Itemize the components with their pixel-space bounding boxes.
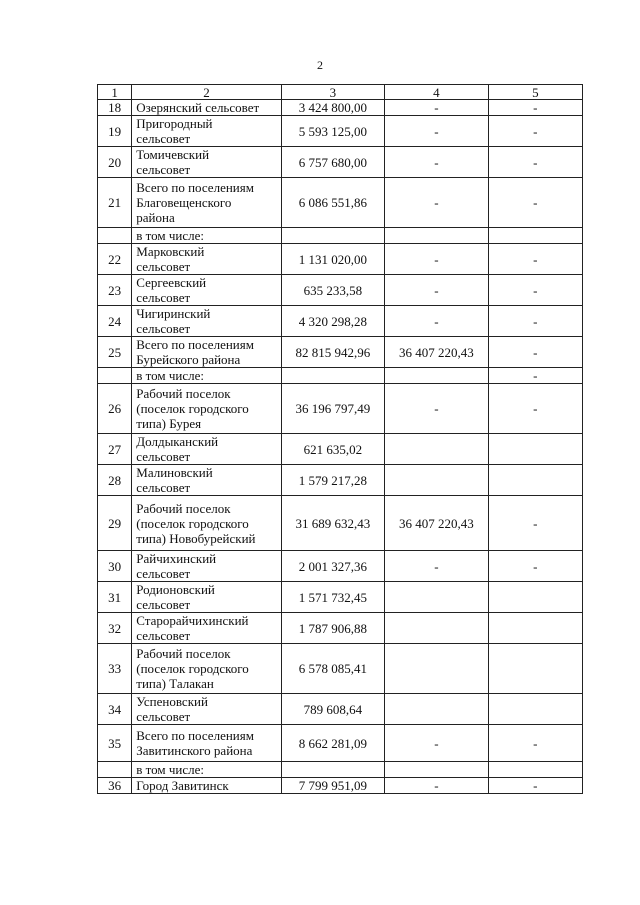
row-number-cell: [98, 368, 132, 384]
amount-col3-cell-text: 789 608,64: [303, 701, 363, 717]
settlement-name-cell-text: в том числе:: [136, 228, 205, 243]
table-row: [98, 116, 583, 147]
row-number-cell: [98, 275, 132, 306]
amount-col4-cell-text: -: [434, 251, 439, 267]
row-number-cell-text: 26: [108, 401, 122, 416]
amount-col5-cell: [488, 244, 582, 275]
table-body: [98, 100, 583, 794]
settlement-name-cell: [132, 228, 281, 244]
amount-col4-cell: [385, 116, 489, 147]
table-row: [98, 551, 583, 582]
settlement-name-cell-text: Успеновский сельсовет: [136, 694, 208, 724]
column-header-3: 3: [281, 85, 385, 100]
settlement-name-cell: [132, 694, 281, 725]
row-number-cell-text: 25: [108, 344, 122, 360]
settlement-name-cell: [132, 725, 281, 762]
settlement-name-cell: [132, 778, 281, 794]
row-number-cell-text: 30: [108, 558, 122, 574]
row-number-cell: [98, 725, 132, 762]
amount-col3-cell: [281, 384, 385, 434]
amount-col4-cell: [385, 337, 489, 368]
amount-col5-cell: [488, 434, 582, 465]
amount-col4-cell: [385, 434, 489, 465]
settlement-name-cell-text: Всего по поселениям Благовещенского района: [136, 180, 254, 225]
row-number-cell: [98, 228, 132, 244]
amount-col3-cell-text: 7 799 951,09: [298, 778, 367, 793]
amount-col4-cell: [385, 694, 489, 725]
table-row: [98, 368, 583, 384]
table-row: [98, 100, 583, 116]
table-row: [98, 275, 583, 306]
settlement-name-cell-text: Всего по поселениям Бурейского района: [136, 337, 254, 367]
amount-col5-cell: [488, 465, 582, 496]
amount-col3-cell-text: 36 196 797,49: [295, 401, 371, 416]
amount-col4-cell: [385, 147, 489, 178]
amount-col4-cell: [385, 644, 489, 694]
amount-col3-cell: [281, 496, 385, 551]
amount-col4-cell: [385, 582, 489, 613]
amount-col5-cell: [488, 275, 582, 306]
settlement-name-cell: [132, 551, 281, 582]
settlement-name-cell: [132, 762, 281, 778]
row-number-cell-text: 20: [108, 154, 122, 170]
amount-col5-cell: [488, 228, 582, 244]
amount-col3-cell-text: 5 593 125,00: [298, 123, 367, 139]
settlement-name-cell: [132, 644, 281, 694]
column-header-5: 5: [488, 85, 582, 100]
table-row: [98, 306, 583, 337]
row-number-cell-text: 36: [108, 778, 122, 793]
amount-col3-cell-text: 8 662 281,09: [298, 735, 367, 751]
table-row: [98, 178, 583, 228]
settlement-name-cell-text: Старорайчихинский сельсовет: [136, 613, 249, 643]
amount-col4-cell-text: 36 407 220,43: [399, 344, 474, 360]
amount-col4-cell: [385, 368, 489, 384]
settlement-name-cell-text: Долдыканский сельсовет: [136, 434, 219, 464]
amount-col5-cell: [488, 778, 582, 794]
settlement-name-cell-text: Малиновский сельсовет: [136, 465, 213, 495]
amount-col3-cell-text: 2 001 327,36: [298, 558, 367, 574]
settlement-name-cell: [132, 306, 281, 337]
settlement-name-cell-text: Рабочий поселок (поселок городского типа) Новобурейский: [136, 500, 256, 546]
column-header-1: 1: [98, 85, 132, 100]
row-number-cell: [98, 147, 132, 178]
row-number-cell: [98, 644, 132, 694]
row-number-cell: [98, 116, 132, 147]
amount-col4-cell: [385, 465, 489, 496]
table-row: [98, 778, 583, 794]
page-number: 2: [317, 58, 323, 72]
amount-col4-cell-text: -: [434, 313, 439, 329]
row-number-cell-text: 24: [108, 313, 122, 329]
row-number-cell-text: 31: [108, 589, 122, 605]
amount-col3-cell: [281, 368, 385, 384]
amount-col4-cell: [385, 384, 489, 434]
settlement-name-cell: [132, 337, 281, 368]
amount-col3-cell: [281, 116, 385, 147]
amount-col5-cell-text: -: [533, 282, 538, 298]
settlement-name-cell-text: Всего по поселениям Завитинского района: [136, 728, 254, 758]
settlement-name-cell-text: Озерянский сельсовет: [136, 100, 260, 115]
table-row: [98, 613, 583, 644]
table-row: [98, 434, 583, 465]
settlement-name-cell-text: Родионовский сельсовет: [136, 582, 215, 612]
amount-col4-cell-text: -: [434, 123, 439, 139]
column-header-4: 4: [385, 85, 489, 100]
amount-col5-cell-text: -: [533, 313, 538, 329]
amount-col3-cell: [281, 582, 385, 613]
table-row: [98, 147, 583, 178]
row-number-cell-text: 33: [108, 661, 122, 676]
amount-col5-cell: [488, 613, 582, 644]
amount-col3-cell: [281, 694, 385, 725]
amount-col3-cell: [281, 178, 385, 228]
amount-col5-cell: [488, 384, 582, 434]
row-number-cell: [98, 613, 132, 644]
settlement-name-cell: [132, 368, 281, 384]
table-row: [98, 244, 583, 275]
amount-col4-cell-text: -: [434, 195, 439, 210]
amount-col3-cell: [281, 275, 385, 306]
amount-col5-cell-text: -: [533, 100, 538, 115]
amount-col3-cell: [281, 244, 385, 275]
settlement-name-cell-text: в том числе:: [136, 762, 205, 777]
row-number-cell-text: 28: [108, 472, 122, 488]
settlement-name-cell: [132, 465, 281, 496]
amount-col4-cell-text: 36 407 220,43: [399, 515, 474, 531]
amount-col5-cell: [488, 147, 582, 178]
amount-col3-cell-text: 6 086 551,86: [298, 195, 367, 210]
settlement-name-cell-text: в том числе:: [136, 368, 205, 383]
row-number-cell: [98, 694, 132, 725]
settlement-name-cell-text: Сергеевский сельсовет: [136, 275, 207, 305]
amount-col5-cell: [488, 725, 582, 762]
amount-col4-cell-text: -: [434, 100, 439, 115]
settlement-name-cell-text: Пригородный сельсовет: [136, 116, 213, 146]
amount-col5-cell-text: -: [533, 195, 538, 210]
table-row: [98, 694, 583, 725]
amount-col5-cell: [488, 694, 582, 725]
row-number-cell: [98, 496, 132, 551]
amount-col3-cell: [281, 465, 385, 496]
row-number-cell: [98, 337, 132, 368]
row-number-cell-text: 18: [108, 100, 122, 115]
amount-col3-cell-text: 82 815 942,96: [295, 344, 371, 360]
settlement-name-cell-text: Рабочий поселок (поселок городского типа) Талакан: [136, 646, 249, 691]
amount-col3-cell: [281, 100, 385, 116]
amount-col5-cell-text: -: [533, 368, 538, 383]
amount-col3-cell-text: 4 320 298,28: [298, 313, 367, 329]
row-number-cell: [98, 778, 132, 794]
settlement-name-cell: [132, 275, 281, 306]
amount-col4-cell-text: -: [434, 735, 439, 751]
row-number-cell: [98, 306, 132, 337]
amount-col3-cell: [281, 778, 385, 794]
settlement-name-cell: [132, 384, 281, 434]
row-number-cell: [98, 551, 132, 582]
table-row: [98, 228, 583, 244]
amount-col3-cell: [281, 725, 385, 762]
settlement-name-cell: [132, 434, 281, 465]
table-row: [98, 465, 583, 496]
settlement-name-cell: [132, 496, 281, 551]
column-header-2: 2: [132, 85, 281, 100]
amount-col5-cell: [488, 762, 582, 778]
row-number-cell-text: 35: [108, 735, 122, 751]
amount-col4-cell: [385, 178, 489, 228]
amount-col3-cell: [281, 613, 385, 644]
amount-col3-cell-text: 621 635,02: [303, 441, 363, 457]
table-row: [98, 337, 583, 368]
row-number-cell: [98, 100, 132, 116]
amount-col4-cell: [385, 762, 489, 778]
settlement-name-cell: [132, 147, 281, 178]
amount-col3-cell: [281, 434, 385, 465]
table-row: [98, 762, 583, 778]
amount-col5-cell-text: -: [533, 251, 538, 267]
amount-col5-cell: [488, 178, 582, 228]
settlement-name-cell: [132, 116, 281, 147]
settlement-name-cell-text: Райчихинский сельсовет: [136, 551, 217, 581]
amount-col5-cell: [488, 582, 582, 613]
row-number-cell: [98, 434, 132, 465]
table-row: [98, 725, 583, 762]
table-row: [98, 496, 583, 551]
settlement-name-cell-text: Чигиринский сельсовет: [136, 306, 211, 336]
settlement-name-cell: [132, 582, 281, 613]
row-number-cell: [98, 384, 132, 434]
amount-col3-cell-text: 3 424 800,00: [298, 100, 367, 115]
settlements-table: [97, 84, 583, 794]
settlement-name-cell-text: Город Завитинск: [136, 778, 229, 793]
amount-col5-cell: [488, 100, 582, 116]
row-number-cell-text: 19: [108, 123, 122, 139]
settlement-name-cell-text: Томичевский сельсовет: [136, 147, 210, 177]
amount-col4-cell: [385, 275, 489, 306]
settlement-name-cell-text: Марковский сельсовет: [136, 244, 205, 274]
settlement-name-cell-text: Рабочий поселок (поселок городского типа) Бурея: [136, 386, 249, 431]
amount-col5-cell-text: -: [533, 123, 538, 139]
amount-col5-cell: [488, 306, 582, 337]
row-number-cell-text: 21: [108, 195, 122, 210]
amount-col4-cell-text: -: [434, 558, 439, 574]
amount-col4-cell: [385, 778, 489, 794]
row-number-cell: [98, 762, 132, 778]
amount-col3-cell: [281, 337, 385, 368]
amount-col3-cell-text: 6 757 680,00: [298, 154, 367, 170]
amount-col4-cell: [385, 551, 489, 582]
amount-col5-cell-text: -: [533, 778, 538, 793]
row-number-cell-text: 29: [108, 515, 122, 531]
amount-col3-cell-text: 1 787 906,88: [298, 620, 367, 636]
amount-col4-cell: [385, 613, 489, 644]
table-header-row: [98, 85, 583, 100]
amount-col5-cell-text: -: [533, 735, 538, 751]
amount-col3-cell: [281, 762, 385, 778]
amount-col5-cell: [488, 496, 582, 551]
settlement-name-cell: [132, 100, 281, 116]
amount-col3-cell: [281, 551, 385, 582]
amount-col3-cell-text: 1 571 732,45: [298, 589, 367, 605]
table-row: [98, 582, 583, 613]
amount-col3-cell: [281, 147, 385, 178]
amount-col5-cell: [488, 337, 582, 368]
amount-col5-cell: [488, 116, 582, 147]
row-number-cell-text: 22: [108, 251, 122, 267]
settlement-name-cell: [132, 178, 281, 228]
table-row: [98, 384, 583, 434]
amount-col4-cell: [385, 244, 489, 275]
amount-col5-cell: [488, 644, 582, 694]
amount-col4-cell-text: -: [434, 154, 439, 170]
amount-col5-cell-text: -: [533, 154, 538, 170]
settlement-name-cell: [132, 244, 281, 275]
amount-col3-cell-text: 635 233,58: [303, 282, 363, 298]
amount-col5-cell-text: -: [533, 401, 538, 416]
amount-col3-cell: [281, 644, 385, 694]
row-number-cell-text: 23: [108, 282, 122, 298]
amount-col3-cell: [281, 228, 385, 244]
amount-col3-cell: [281, 306, 385, 337]
amount-col5-cell-text: -: [533, 515, 538, 531]
amount-col4-cell: [385, 496, 489, 551]
amount-col3-cell-text: 1 131 020,00: [298, 251, 367, 267]
amount-col5-cell-text: -: [533, 344, 538, 360]
row-number-cell: [98, 244, 132, 275]
settlement-name-cell: [132, 613, 281, 644]
amount-col4-cell-text: -: [434, 778, 439, 793]
amount-col4-cell: [385, 228, 489, 244]
row-number-cell-text: 32: [108, 620, 122, 636]
amount-col4-cell-text: -: [434, 282, 439, 298]
amount-col5-cell-text: -: [533, 558, 538, 574]
amount-col4-cell: [385, 306, 489, 337]
amount-col4-cell: [385, 100, 489, 116]
amount-col3-cell-text: 1 579 217,28: [298, 472, 367, 488]
amount-col3-cell-text: 31 689 632,43: [295, 515, 371, 531]
amount-col4-cell-text: -: [434, 401, 439, 416]
row-number-cell: [98, 465, 132, 496]
row-number-cell: [98, 582, 132, 613]
amount-col3-cell-text: 6 578 085,41: [298, 661, 367, 676]
row-number-cell-text: 34: [108, 701, 122, 717]
amount-col5-cell: [488, 368, 582, 384]
table-row: [98, 644, 583, 694]
amount-col5-cell: [488, 551, 582, 582]
amount-col4-cell: [385, 725, 489, 762]
row-number-cell: [98, 178, 132, 228]
row-number-cell-text: 27: [108, 441, 122, 457]
